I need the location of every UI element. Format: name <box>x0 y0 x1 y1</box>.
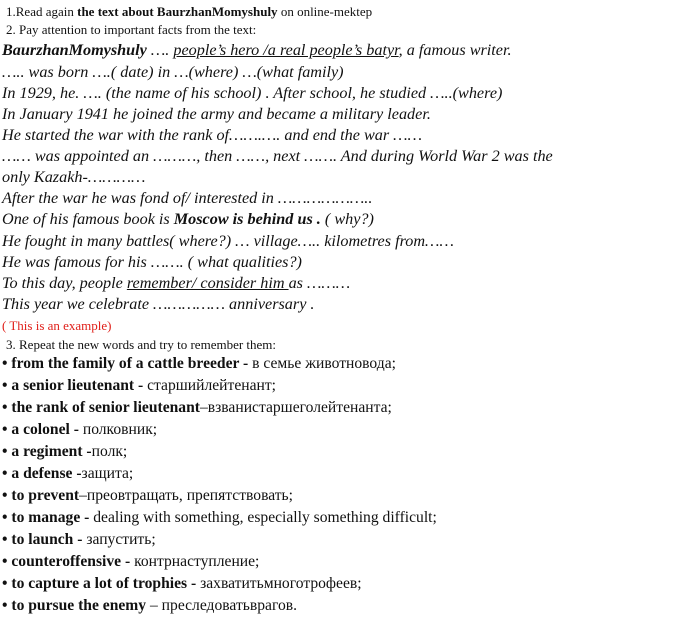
fact-line-12 <box>2 274 350 293</box>
task1-tail: on online-mektep <box>280 4 373 19</box>
fact-line-1 <box>2 41 512 60</box>
fact-line-2: ….. was born ….( date) in …(where) …(what family) <box>2 63 344 81</box>
vocab-item <box>2 597 297 615</box>
vocab-definition: старшийлейтенант; <box>147 377 276 394</box>
bullet: • <box>2 575 8 592</box>
vocab-item <box>2 553 259 571</box>
task1-bold-text: the text about BaurzhanMomyshuly <box>77 4 278 19</box>
vocab-item <box>2 443 127 461</box>
vocab-term: a regiment - <box>11 443 92 460</box>
bullet: • <box>2 531 8 548</box>
vocab-item <box>2 377 276 395</box>
fact-line-3: In 1929, he. …. (the name of his school) . After school, he studied …..(where) <box>2 84 503 102</box>
fact-line-9-pre: One of his famous book is <box>2 210 174 228</box>
vocab-definition: dealing with something, especially something difficult; <box>93 509 437 526</box>
fact-line-7: only Kazakh-………… <box>2 168 146 186</box>
vocab-item <box>2 399 392 417</box>
fact-line-1-mid: …. <box>146 41 174 59</box>
bullet: • <box>2 465 8 482</box>
vocab-term: to pursue the enemy <box>11 597 147 614</box>
vocab-definition: –преовтращать, препятствовать; <box>79 487 294 504</box>
fact-line-5: He started the war with the rank of…….…. and end the war …… <box>2 126 422 144</box>
vocab-item <box>2 509 437 527</box>
fact-line-13: This year we celebrate …………… anniversary . <box>2 295 315 313</box>
vocab-item <box>2 421 157 439</box>
vocab-item <box>2 487 293 505</box>
task3-heading: 3. Repeat the new words and try to remember them: <box>6 337 277 352</box>
fact-line-4: In January 1941 he joined the army and became a military leader. <box>2 105 431 123</box>
vocab-definition: запустить; <box>86 531 156 548</box>
task1-number: 1. <box>6 4 16 19</box>
bullet: • <box>2 509 8 526</box>
fact-line-1-tail: , a famous writer. <box>398 41 512 59</box>
vocab-definition: контрнаступление; <box>134 553 260 570</box>
vocab-term: to manage - <box>11 509 94 526</box>
vocab-definition: в семье животновода; <box>252 355 396 372</box>
vocab-term: a defense - <box>11 465 82 482</box>
vocab-definition: полк; <box>91 443 128 460</box>
task1-line <box>6 4 372 20</box>
bullet: • <box>2 399 8 416</box>
bullet: • <box>2 553 8 570</box>
fact-line-8: After the war he was fond of/ interested in ……………….. <box>2 189 373 207</box>
vocab-term: a colonel - <box>11 421 83 438</box>
vocab-definition: –взванистаршеголейтенанта; <box>199 399 392 416</box>
vocab-term: to launch - <box>11 531 87 548</box>
vocab-term: counteroffensive - <box>11 553 135 570</box>
vocab-definition: – преследоватьврагов. <box>146 597 298 614</box>
bullet: • <box>2 487 8 504</box>
task2-heading: 2. Pay attention to important facts from the text: <box>6 22 257 37</box>
vocab-item <box>2 531 156 549</box>
bullet: • <box>2 377 8 394</box>
fact-line-11: He was famous for his ……. ( what qualities?) <box>2 253 302 271</box>
task1-text: Read again <box>15 4 74 19</box>
hero-title-underlined: people’s hero /a real people’s batyr <box>173 41 399 59</box>
bullet: • <box>2 421 8 438</box>
remember-underlined: remember/ consider him <box>126 274 289 292</box>
vocab-definition: захватитьмноготрофеев; <box>200 575 362 592</box>
hero-name: BaurzhanMomyshuly <box>2 41 147 59</box>
fact-line-6: …… was appointed an ………, then ……, next ……. And during World War 2 was the <box>2 147 553 165</box>
vocab-term: to capture a lot of trophies - <box>11 575 201 592</box>
vocab-term: the rank of senior lieutenant <box>11 399 200 416</box>
fact-line-10: He fought in many battles( where?) … village….. kilometres from…… <box>2 232 454 250</box>
bullet: • <box>2 443 8 460</box>
vocab-item <box>2 355 396 373</box>
vocab-definition: защита; <box>81 465 134 482</box>
bullet: • <box>2 355 8 372</box>
example-note: ( This is an example) <box>2 318 112 333</box>
vocab-item <box>2 465 133 483</box>
vocab-term: a senior lieutenant - <box>11 377 148 394</box>
vocab-term: from the family of a cattle breeder - <box>11 355 253 372</box>
vocab-term: to prevent <box>11 487 80 504</box>
bullet: • <box>2 597 8 614</box>
vocab-item <box>2 575 362 593</box>
fact-line-9-tail: ( why?) <box>320 210 374 228</box>
book-title: Moscow is behind us . <box>173 210 321 228</box>
fact-line-12-tail: as ……… <box>288 274 351 292</box>
fact-line-12-pre: To this day, people <box>2 274 127 292</box>
fact-line-9 <box>2 210 374 229</box>
vocab-definition: полковник; <box>82 421 158 438</box>
